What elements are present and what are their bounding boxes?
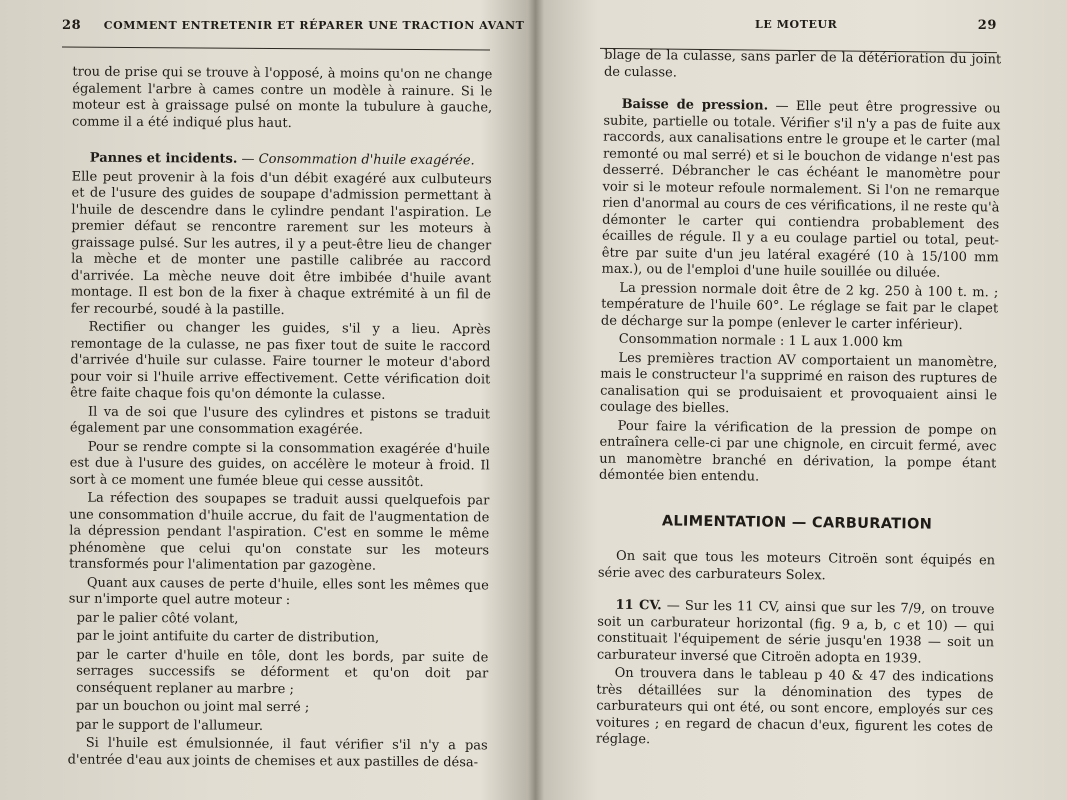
paragraph-emulsion: Si l'huile est émulsionnée, il faut vérifier s'il n'y a pas d'entrée d'eau aux joints de chemises et aux pastilles de désa- [67, 735, 488, 770]
right-running-head [755, 18, 997, 33]
paragraph-causes: Quant aux causes de perte d'huile, elles sont les mêmes que sur n'importe quel autre moteur : [68, 575, 489, 609]
right-page-body [596, 48, 1002, 755]
list-item: par le joint antifuite du carter de distribution, [76, 628, 380, 646]
section-title: ALIMENTATION — CARBURATION [661, 512, 933, 533]
paragraph-premieres: Les premières traction AV comportaient un manomètre, mais le constructeur l'a supprimé en raison des ruptures de canalisation qui se produisaient et provoquaient ainsi le coulage des bielles. [599, 350, 998, 417]
list-item: par le carter d'huile en tôle, dont les bords, par suite de serrages successifs se déforment et qu'on doit par conséquent replaner au marbre ; [76, 647, 489, 697]
list-item: par un bouchon ou joint mal serré ; [75, 698, 310, 716]
cv-dash: — [661, 598, 685, 614]
paragraph-continuation: blage de la culasse, sans parler de la détérioration du joint de culasse. [603, 47, 1002, 80]
baisse-text: Elle peut être progressive ou subite, partielle ou totale. Vérifier s'il n'y a pas de fuite aux raccords, aux canalisations entre le groupe et le carter (mal remonté ou mal serré) et si le bouchon de vidange n'est pas desserré. Débrancher le cas échéant le manomètre pour voir si le moteur refoule normalement. Si l'on ne remarque rien d'anormal au cours de ces vérifications, il ne reste qu'à démonter le carter qui contiendra probablement des écailles de régule. Il y a eu coulage partiel ou total, peut-être par suite d'un jeu latéral exagéré (10 à 15/100 mm max.), ou de l'emploi d'une huile souillée ou diluée. [601, 98, 1001, 281]
left-page [0, 0, 530, 800]
paragraph-verification: Pour faire la vérification de la pression de pompe on entraînera celle-ci par une chignole, en circuit fermé, avec un manomètre branché en dérivation, la pompe étant démontée bien entendu. [598, 418, 997, 485]
paragraph-pression: La pression normale doit être de 2 kg. 250 à 100 t. m. ; température de l'huile 60°. Le réglage se fait par le clapet de décharge sur la pompe (enlever le carter inférieur). [600, 280, 999, 333]
right-running-head-text: LE MOTEUR [755, 18, 838, 31]
baisse-heading: Baisse de pression. [621, 96, 769, 114]
paragraph-citroen: On sait que tous les moteurs Citroën sont équipés en série avec des carburateurs Solex. [597, 548, 996, 583]
pannes-heading: Pannes et incidents. [89, 150, 238, 167]
left-header-rule [62, 47, 490, 51]
paragraph-baisse [601, 97, 1000, 283]
pannes-subheading: Consommation d'huile exagérée. [258, 151, 475, 169]
pannes-dash: — [237, 151, 259, 167]
right-page [540, 0, 1067, 800]
right-page-number: 29 [977, 18, 997, 33]
paragraph-rendre: Pour se rendre compte si la consommation exagérée d'huile est due à l'usure des guides, on accélère le moteur à froid. Il sort à ce moment une fumée bleue qui cesse aussitôt. [69, 439, 490, 490]
left-page-number: 28 [62, 18, 82, 33]
paragraph-intro: trou de prise qui se trouve à l'opposé, à moins qu'on ne change également l'arbre à cames contre un modèle à rainure. Si le moteur est à graissage pulsé on monte la tubulure à gauche, comme il a été indiqué plus haut. [72, 64, 493, 131]
paragraph-usure: Il va de soi que l'usure des cylindres et pistons se traduit également par une consommation exagérée. [69, 404, 491, 438]
cv-heading: 11 CV. [615, 597, 662, 614]
cv-text: Sur les 11 CV, ainsi que sur les 7/9, on trouve soit un carburateur horizontal (fig. 9 a, b, c et 10) — qui constituait l'équipement de série jusqu'en 1938 — soit un carburateur inversé que Citroën adopta en 1939. [596, 598, 995, 667]
paragraph-rectifier: Rectifier ou changer les guides, s'il y a lieu. Après remontage de la culasse, ne pas fixer tout de suite le raccord d'arrivée d'huile sur culasse. Faire tourner le moteur d'abord pour voir si l'huile arrive effectivement. Cette vérification doit être faite chaque fois qu'on démonte la culasse. [70, 319, 491, 403]
list-item: par le palier côté volant, [76, 610, 239, 627]
paragraph-tableau: On trouvera dans le tableau p 40 & 47 des indications très détaillées sur la dénomination des types de carburateurs qui ont été, ou sont encore, employés sur ces voitures ; en regard de chacun d'eux, figurent les cotes de réglage. [595, 665, 994, 748]
left-page-body [68, 65, 493, 774]
paragraph-refection: La réfection des soupapes se traduit aussi quelquefois par une consommation d'huile accrue, du fait de l'augmentation de la dépression pendant l'aspiration. C'est en somme le même phénomène que celui qu'on constate sur les moteurs transformés pour l'alimentation par gazogène. [68, 490, 490, 574]
list-item: par le support de l'allumeur. [75, 717, 264, 734]
paragraph-11cv [597, 598, 995, 669]
causes-list [68, 610, 489, 736]
paragraph-consommation: Consommation normale : 1 L aux 1.000 km [618, 331, 903, 351]
left-running-head [62, 18, 525, 33]
paragraph-pannes [72, 151, 492, 170]
left-running-head-text: COMMENT ENTRETENIR ET RÉPARER UNE TRACTION AVANT [103, 19, 525, 32]
paragraph-pannes-text: Elle peut provenir à la fois d'un débit exagéré aux culbuteurs et de l'usure des guides de soupape d'admission permettant à l'huile de descendre dans le cylindre pendant l'aspiration. Le premier défaut se rencontre rarement sur les moteurs à graissage pulsé. Sur les autres, il y a peut-être lieu de changer la mèche et de monter une pastille calibrée au raccord d'arrivée. La mèche neuve doit être imbibée d'huile avant montage. Il est bon de la fixer à chaque extrémité à un fil de fer recourbé, soudé à la pastille. [70, 169, 492, 318]
baisse-dash: — [768, 98, 796, 114]
